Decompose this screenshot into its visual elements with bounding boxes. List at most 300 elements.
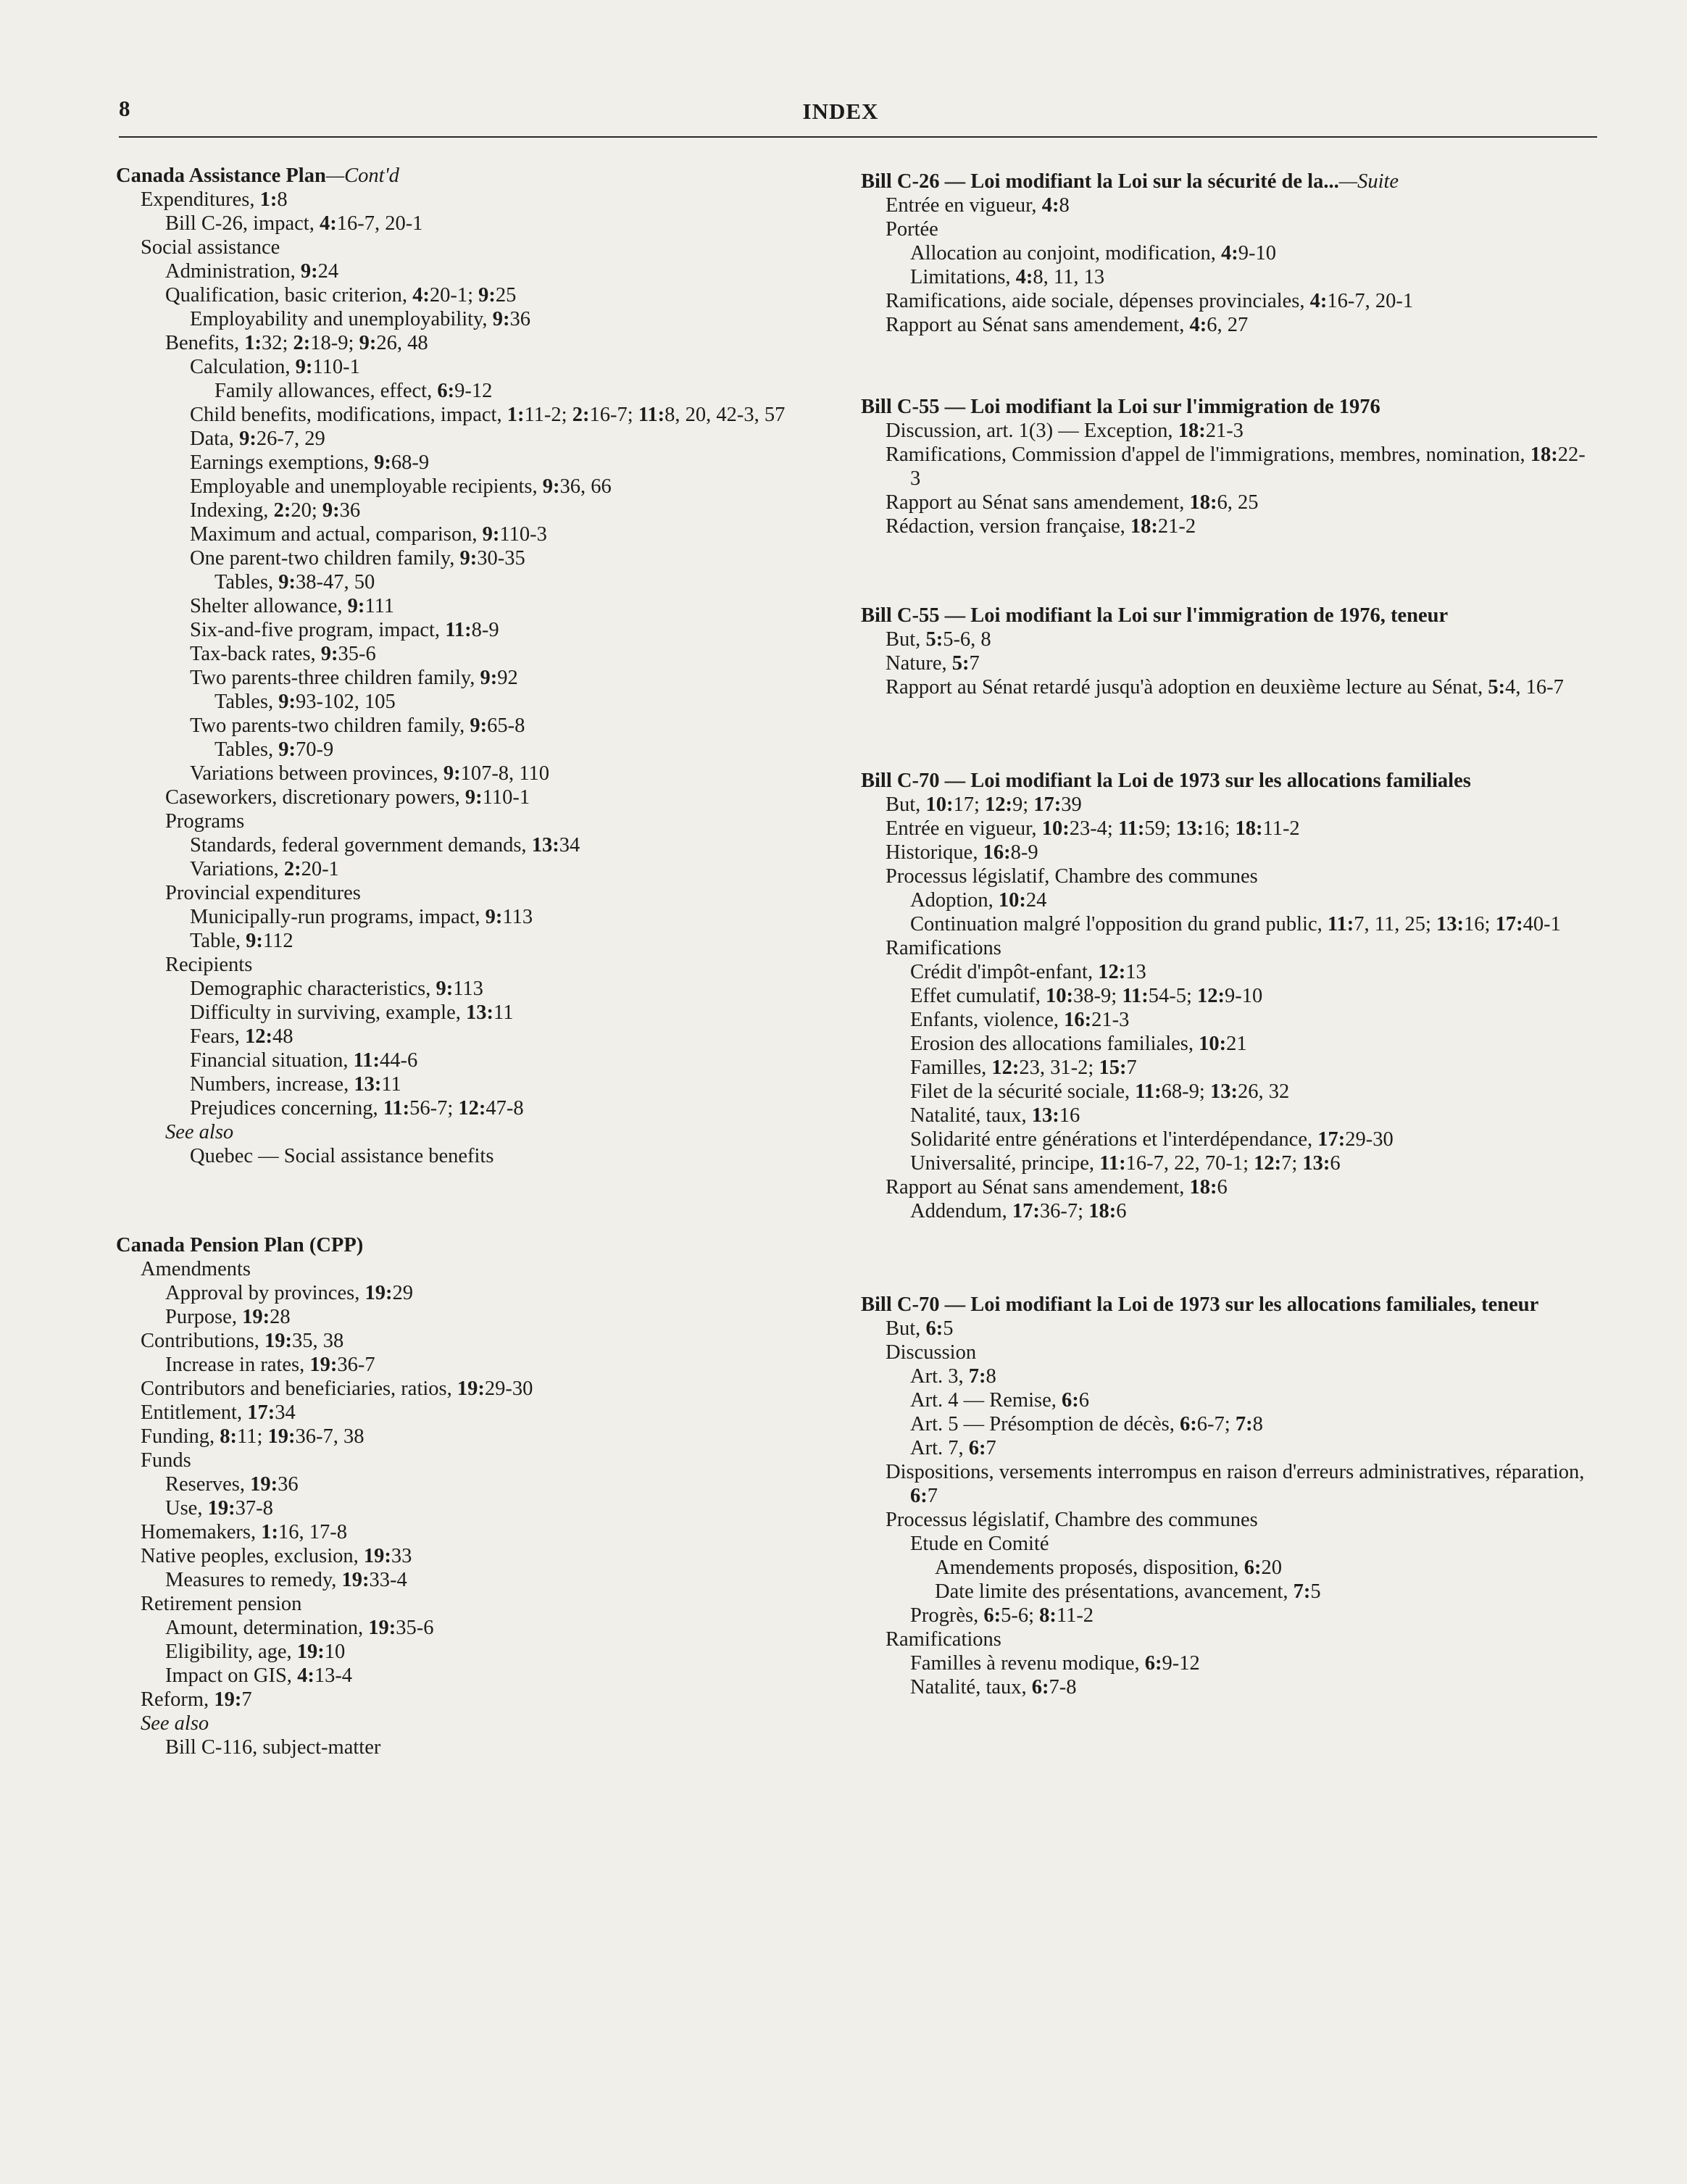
index-entry (116, 1449, 833, 1472)
index-entry (116, 1472, 833, 1496)
index-entry (116, 1712, 833, 1735)
entry-text: Art. 4 — Remise, (910, 1389, 1062, 1412)
index-entry (116, 1329, 833, 1353)
entry-references: 1:8 (259, 188, 288, 211)
entry-text: Family allowances, effect, (214, 380, 438, 402)
index-entry (116, 188, 833, 212)
entry-references: 17:36-7; 18:6 (1012, 1200, 1127, 1222)
entry-text: Natalité, taux, (910, 1676, 1032, 1699)
entry-text: Employable and unemployable recipients, (190, 475, 543, 498)
index-heading (861, 769, 1593, 793)
index-column-left (116, 164, 833, 1759)
entry-references: 7:5 (1293, 1580, 1321, 1603)
entry-text: Maximum and actual, comparison, (190, 523, 483, 546)
index-entry (116, 1496, 833, 1520)
entry-text: Art. 7, (910, 1437, 969, 1459)
entry-references: 9:113 (436, 978, 483, 1000)
entry-references: 19:10 (296, 1641, 346, 1663)
entry-text: Earnings exemptions, (190, 451, 375, 474)
index-entry (861, 1341, 1593, 1364)
index-entry (116, 1401, 833, 1425)
entry-references: 7:8 (968, 1365, 996, 1388)
entry-references: 19:35-6 (368, 1617, 434, 1639)
index-entry (861, 1080, 1593, 1104)
entry-references: 9:38-47, 50 (278, 571, 375, 593)
index-entry (116, 618, 833, 642)
entry-references: 18:22-3 (910, 443, 1586, 490)
entry-text: Use, (165, 1497, 208, 1520)
entry-text: Bill C-55 — Loi modifiant la Loi sur l'immigration de 1976, teneur (861, 604, 1449, 627)
index-entry (861, 289, 1593, 313)
entry-references: 11:7, 11, 25; 13:16; 17:40-1 (1327, 913, 1561, 935)
entry-references: 18:21-3 (1178, 420, 1244, 442)
index-entry (861, 912, 1593, 936)
index-heading (861, 1293, 1593, 1317)
index-entry (116, 1049, 833, 1072)
entry-references: 6:6 (1061, 1389, 1089, 1412)
entry-references: 9:107-8, 110 (443, 762, 549, 785)
entry-references: 9:68-9 (374, 451, 430, 474)
entry-text: Etude en Comité (910, 1533, 1049, 1555)
index-entry (116, 1425, 833, 1449)
entry-text: Social assistance (141, 236, 280, 259)
entry-references: 9:112 (246, 930, 293, 952)
entry-text: Administration, (165, 260, 301, 283)
entry-text: Reserves, (165, 1473, 251, 1496)
entry-references: 11:56-7; 12:47-8 (383, 1097, 524, 1120)
entry-italic: See also (165, 1121, 234, 1143)
entry-text: Six-and-five program, impact, (190, 619, 446, 641)
index-entry (116, 642, 833, 666)
entry-references: 9:110-1 (465, 786, 530, 809)
entry-text: Natalité, taux, (910, 1104, 1032, 1127)
entry-references: 19:29-30 (457, 1377, 533, 1400)
entry-text: Contributions, (141, 1330, 265, 1352)
entry-spacer (116, 1168, 833, 1233)
index-entry (861, 628, 1593, 651)
entry-text: Addendum, (910, 1200, 1012, 1222)
entry-text: Numbers, increase, (190, 1073, 354, 1096)
entry-text: Art. 3, (910, 1365, 969, 1388)
index-entry (116, 259, 833, 283)
entry-text: Measures to remedy, (165, 1569, 342, 1591)
entry-references: 13:34 (531, 834, 580, 856)
index-entry (116, 1520, 833, 1544)
entry-text: Recipients (165, 954, 253, 976)
index-entry (861, 817, 1593, 841)
entry-text: Increase in rates, (165, 1354, 310, 1376)
entry-text: Bill C-70 — Loi modifiant la Loi de 1973 sur les allocations familiales, teneur (861, 1293, 1539, 1316)
entry-text: Programs (165, 810, 245, 833)
entry-references: 16:8-9 (983, 841, 1038, 864)
entry-text: But, (886, 628, 926, 651)
entry-references: 6:6-7; 7:8 (1180, 1413, 1263, 1435)
entry-text: Tables, (214, 571, 279, 593)
entry-references: 10:17; 12:9; 17:39 (925, 793, 1082, 816)
entry-references: 5:7 (951, 652, 980, 675)
entry-text: Fears, (190, 1025, 245, 1048)
entry-text: One parent-two children family, (190, 547, 460, 570)
entry-text: Retirement pension (141, 1593, 302, 1615)
entry-references: 9:30-35 (459, 547, 525, 570)
index-entry (116, 522, 833, 546)
entry-references: 19:37-8 (207, 1497, 273, 1520)
index-entry (116, 1144, 833, 1168)
entry-references: 4:16-7, 20-1 (319, 212, 423, 235)
index-entry (116, 881, 833, 905)
entry-text: Processus législatif, Chambre des communes (886, 1509, 1258, 1531)
entry-references: 18:6 (1189, 1176, 1228, 1199)
entry-references: 4:16-7, 20-1 (1309, 290, 1414, 312)
entry-references: 6:9-12 (1144, 1652, 1200, 1675)
entry-text: Ramifications (886, 1628, 1001, 1651)
entry-references: 12:23, 31-2; 15:7 (991, 1056, 1137, 1079)
entry-references: 8:11; 19:36-7, 38 (220, 1425, 365, 1448)
entry-references: 4:8, 11, 13 (1015, 266, 1105, 288)
index-entry (116, 1281, 833, 1305)
entry-references: 18:21-2 (1130, 515, 1196, 538)
index-entry (116, 1664, 833, 1688)
index-entry (861, 984, 1593, 1008)
entry-text: Rapport au Sénat sans amendement, (886, 314, 1190, 336)
index-entry (116, 570, 833, 594)
index-entry (861, 1412, 1593, 1436)
index-entry (116, 1120, 833, 1144)
index-entry (861, 1604, 1593, 1627)
entry-text: Approval by provinces, (165, 1282, 365, 1304)
entry-text: Child benefits, modifications, impact, (190, 404, 507, 426)
index-entry (861, 1199, 1593, 1223)
entry-references: 6:7-8 (1031, 1676, 1077, 1699)
index-entry (116, 546, 833, 570)
entry-references: 9:36, 66 (542, 475, 612, 498)
entry-spacer (861, 164, 1593, 170)
entry-references: 19:35, 38 (264, 1330, 344, 1352)
entry-references: 13:11 (466, 1001, 514, 1024)
entry-text: Bill C-70 — Loi modifiant la Loi de 1973 sur les allocations familiales (861, 770, 1471, 792)
index-entry (861, 864, 1593, 888)
entry-text: Table, (190, 930, 246, 952)
entry-references: 10:38-9; 11:54-5; 12:9-10 (1046, 985, 1263, 1007)
entry-text: Caseworkers, discretionary powers, (165, 786, 465, 809)
index-entry (861, 651, 1593, 675)
index-entry (861, 936, 1593, 960)
index-entry (116, 929, 833, 953)
entry-text: Qualification, basic criterion, (165, 284, 413, 307)
entry-references: 9:92 (480, 667, 518, 689)
entry-text: Quebec — Social assistance benefits (190, 1145, 494, 1167)
index-entry (116, 331, 833, 355)
index-entry (116, 1072, 833, 1096)
entry-references: 11:16-7, 22, 70-1; 12:7; 13:6 (1099, 1152, 1341, 1175)
entry-text: Entrée en vigueur, (886, 817, 1042, 840)
entry-references: 9:36 (492, 308, 530, 330)
entry-references: 10:21 (1199, 1033, 1247, 1055)
entry-text: Canada Pension Plan (CPP) (116, 1234, 364, 1256)
index-entry (116, 355, 833, 379)
entry-text: But, (886, 1317, 926, 1340)
entry-text: Entitlement, (141, 1401, 248, 1424)
index-entry (116, 1592, 833, 1616)
entry-references: 11:68-9; 13:26, 32 (1135, 1080, 1290, 1103)
entry-text: Canada Assistance Plan (116, 164, 326, 187)
entry-references: 19:29 (365, 1282, 413, 1304)
entry-text: Impact on GIS, (165, 1664, 298, 1687)
entry-text: Rapport au Sénat retardé jusqu'à adoption en deuxième lecture au Sénat, (886, 676, 1488, 699)
index-entry (116, 1735, 833, 1759)
index-entry (116, 379, 833, 403)
entry-references: 6:20 (1244, 1556, 1282, 1579)
entry-text: Funding, (141, 1425, 220, 1448)
index-entry (116, 1616, 833, 1640)
index-entry (116, 714, 833, 738)
entry-text: Shelter allowance, (190, 595, 348, 617)
entry-references: 10:23-4; 11:59; 13:16; 18:11-2 (1041, 817, 1300, 840)
entry-references: 19:33 (363, 1545, 412, 1567)
entry-references: 6:5-6; 8:11-2 (983, 1604, 1094, 1627)
index-entry (116, 833, 833, 857)
index-entry (861, 1008, 1593, 1032)
index-entry (861, 1675, 1593, 1699)
entry-references: 9:35-6 (320, 643, 376, 665)
index-entry (116, 1353, 833, 1377)
index-entry (116, 857, 833, 881)
entry-text: Universalité, principe, (910, 1152, 1100, 1175)
index-entry (861, 960, 1593, 984)
entry-text: Amendments (141, 1258, 251, 1280)
entry-text: Homemakers, (141, 1521, 262, 1543)
entry-text: Variations, (190, 858, 284, 880)
entry-references: 17:34 (247, 1401, 296, 1424)
index-heading (116, 164, 833, 188)
entry-text: Discussion (886, 1341, 977, 1364)
entry-text: Benefits, (165, 332, 245, 354)
index-entry (116, 403, 833, 427)
index-entry (861, 217, 1593, 241)
index-column-right (861, 164, 1593, 1699)
entry-text: Continuation malgré l'opposition du grand public, (910, 913, 1328, 935)
entry-text: Tables, (214, 738, 279, 761)
entry-references: 11:44-6 (353, 1049, 418, 1072)
entry-text: Difficulty in surviving, example, (190, 1001, 466, 1024)
index-entry (861, 514, 1593, 538)
index-entry (861, 793, 1593, 817)
entry-references: 6:5 (925, 1317, 954, 1340)
entry-italic: —Suite (1338, 170, 1399, 193)
entry-text: Solidarité entre générations et l'interdépendance, (910, 1128, 1318, 1151)
entry-text: Ramifications, Commission d'appel de l'immigrations, membres, nomination, (886, 443, 1530, 466)
index-entry (116, 977, 833, 1001)
entry-text: Portée (886, 218, 938, 241)
entry-text: Discussion, art. 1(3) — Exception, (886, 420, 1178, 442)
entry-text: Amount, determination, (165, 1617, 369, 1639)
index-entry (861, 888, 1593, 912)
entry-references: 19:36 (250, 1473, 299, 1496)
index-entry (116, 499, 833, 522)
entry-text: Municipally-run programs, impact, (190, 906, 486, 928)
index-entry (116, 475, 833, 499)
entry-text: Provincial expenditures (165, 882, 361, 904)
entry-text: Crédit d'impôt-enfant, (910, 961, 1099, 983)
entry-references: 9:113 (485, 906, 533, 928)
entry-references: 12:13 (1098, 961, 1146, 983)
index-entry (116, 1377, 833, 1401)
entry-references: 17:29-30 (1317, 1128, 1394, 1151)
entry-text: Bill C-26, impact, (165, 212, 320, 235)
index-entry (861, 675, 1593, 699)
index-entry (861, 1128, 1593, 1151)
entry-text: Dispositions, versements interrompus en raison d'erreurs administratives, réparation, (886, 1461, 1585, 1483)
index-entry (861, 1508, 1593, 1532)
index-entry (116, 809, 833, 833)
entry-references: 1:16, 17-8 (261, 1521, 347, 1543)
entry-text: Adoption, (910, 889, 999, 912)
entry-references: 9:111 (347, 595, 395, 617)
entry-text: Filet de la sécurité sociale, (910, 1080, 1136, 1103)
entry-text: Bill C-26 — Loi modifiant la Loi sur la sécurité de la... (861, 170, 1339, 193)
entry-text: Familles à revenu modique, (910, 1652, 1145, 1675)
index-heading (861, 604, 1593, 628)
entry-references: 13:11 (354, 1073, 401, 1096)
index-entry (861, 313, 1593, 337)
index-entry (116, 1688, 833, 1712)
index-entry (116, 690, 833, 714)
index-entry (116, 236, 833, 259)
entry-references: 4:8 (1041, 194, 1070, 217)
index-entry (861, 265, 1593, 289)
entry-text: Purpose, (165, 1306, 243, 1328)
index-entry (116, 283, 833, 307)
page-number: 8 (119, 96, 130, 121)
index-entry (861, 241, 1593, 265)
index-entry (861, 1056, 1593, 1080)
index-entry (861, 1317, 1593, 1341)
entry-text: Two parents-two children family, (190, 714, 470, 737)
index-entry (116, 307, 833, 331)
entry-references: 9:70-9 (278, 738, 334, 761)
index-entry (116, 785, 833, 809)
index-entry (116, 1096, 833, 1120)
entry-text: Variations between provinces, (190, 762, 443, 785)
entry-text: Effet cumulatif, (910, 985, 1046, 1007)
index-entry (861, 1151, 1593, 1175)
entry-references: 18:6, 25 (1189, 491, 1259, 514)
entry-text: But, (886, 793, 926, 816)
index-entry (116, 427, 833, 451)
entry-references: 9:93-102, 105 (278, 691, 396, 713)
index-entry (861, 443, 1593, 491)
index-entry (861, 1364, 1593, 1388)
entry-references: 5:5-6, 8 (925, 628, 991, 651)
entry-references: 16:21-3 (1064, 1009, 1130, 1031)
index-entry (116, 1257, 833, 1281)
entry-italic: See also (141, 1712, 209, 1735)
entry-text: Limitations, (910, 266, 1016, 288)
entry-text: Standards, federal government demands, (190, 834, 532, 856)
entry-text: Progrès, (910, 1604, 984, 1627)
index-entry (116, 212, 833, 236)
entry-spacer (861, 1223, 1593, 1293)
entry-text: Rapport au Sénat sans amendement, (886, 491, 1190, 514)
index-entry (861, 193, 1593, 217)
entry-text: Native peoples, exclusion, (141, 1545, 364, 1567)
entry-references: 9:65-8 (470, 714, 525, 737)
entry-references: 19:33-4 (341, 1569, 407, 1591)
entry-text: Bill C-116, subject-matter (165, 1736, 381, 1759)
entry-references: 2:20-1 (283, 858, 339, 880)
entry-text: Contributors and beneficiaries, ratios, (141, 1377, 457, 1400)
index-entry (116, 953, 833, 977)
index-entry (861, 1032, 1593, 1056)
entry-text: Calculation, (190, 356, 296, 378)
entry-text: Nature, (886, 652, 952, 675)
index-entry (861, 1580, 1593, 1604)
index-entry (116, 1544, 833, 1568)
index-entry (861, 1388, 1593, 1412)
entry-references: 19:28 (242, 1306, 291, 1328)
entry-references: 1:11-2; 2:16-7; 11:8, 20, 42-3, 57 (507, 404, 786, 426)
entry-references: 9:110-1 (295, 356, 360, 378)
entry-references: 19:7 (214, 1688, 252, 1711)
entry-italic: —Cont'd (325, 164, 399, 187)
index-entry (116, 762, 833, 785)
index-entry (116, 1640, 833, 1664)
entry-text: Amendements proposés, disposition, (935, 1556, 1244, 1579)
index-entry (861, 1436, 1593, 1460)
entry-text: Expenditures, (141, 188, 260, 211)
entry-references: 9:26-7, 29 (239, 428, 325, 450)
entry-text: Rédaction, version française, (886, 515, 1130, 538)
index-heading (861, 395, 1593, 419)
index-heading (116, 1233, 833, 1257)
entry-spacer (861, 538, 1593, 604)
entry-text: Processus législatif, Chambre des communes (886, 865, 1258, 888)
entry-references: 13:16 (1031, 1104, 1080, 1127)
entry-spacer (861, 699, 1593, 769)
entry-references: 12:48 (244, 1025, 293, 1048)
entry-text: Employability and unemployability, (190, 308, 493, 330)
entry-text: Rapport au Sénat sans amendement, (886, 1176, 1190, 1199)
index-entry (861, 419, 1593, 443)
entry-references: 11:8-9 (445, 619, 499, 641)
entry-references: 4:6, 27 (1189, 314, 1249, 336)
entry-text: Indexing, (190, 499, 274, 522)
index-entry (861, 1532, 1593, 1556)
entry-references: 4:13-4 (297, 1664, 353, 1687)
index-entry (116, 1025, 833, 1049)
entry-text: Data, (190, 428, 240, 450)
entry-references: 6:7 (968, 1437, 996, 1459)
index-entry (861, 1104, 1593, 1128)
entry-references: 2:20; 9:36 (273, 499, 361, 522)
index-entry (116, 451, 833, 475)
entry-references: 5:4, 16-7 (1488, 676, 1564, 699)
index-entry (116, 1001, 833, 1025)
entry-text: Funds (141, 1449, 191, 1472)
entry-text: Eligibility, age, (165, 1641, 297, 1663)
entry-references: 9:24 (300, 260, 339, 283)
entry-spacer (861, 337, 1593, 395)
entry-references: 10:24 (998, 889, 1047, 912)
entry-text: Familles, (910, 1056, 992, 1079)
index-entry (861, 491, 1593, 514)
entry-text: Enfants, violence, (910, 1009, 1065, 1031)
entry-text: Erosion des allocations familiales, (910, 1033, 1199, 1055)
header-rule (119, 136, 1597, 138)
entry-references: 6:9-12 (437, 380, 493, 402)
entry-references: 19:36-7 (309, 1354, 375, 1376)
index-entry (116, 1305, 833, 1329)
